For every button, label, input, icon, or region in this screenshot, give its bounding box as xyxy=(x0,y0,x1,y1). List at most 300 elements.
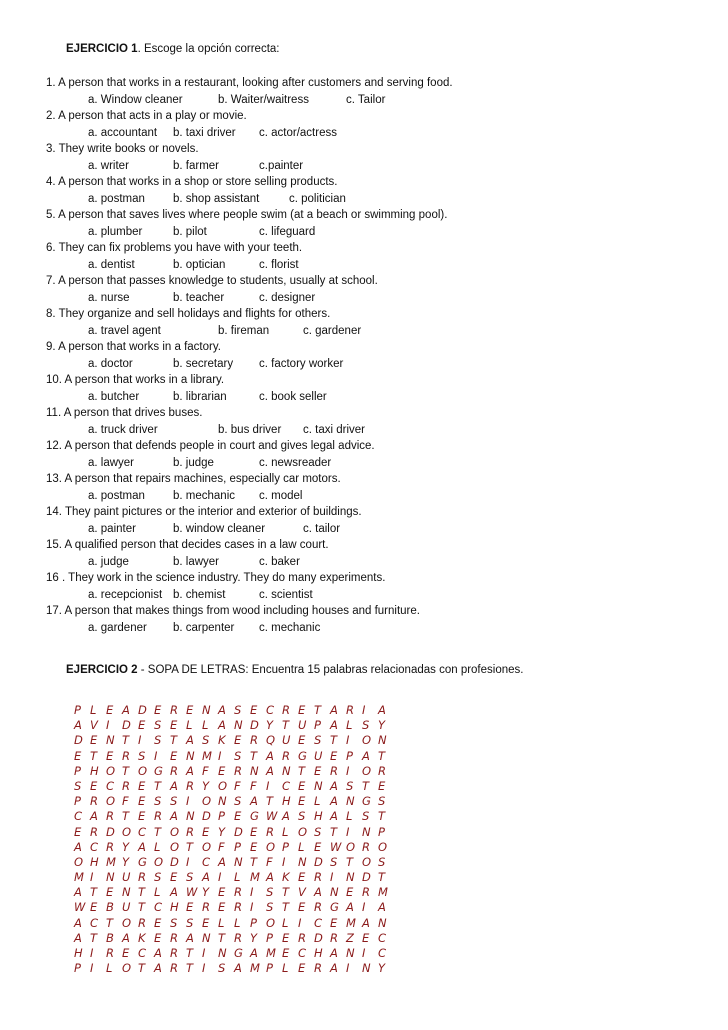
grid-letter: U xyxy=(282,733,291,748)
grid-letter: E xyxy=(74,824,82,839)
grid-letter: N xyxy=(330,885,339,900)
grid-letter: R xyxy=(122,748,130,763)
grid-letter: O xyxy=(346,839,356,854)
grid-letter: S xyxy=(234,794,242,809)
grid-letter: A xyxy=(330,961,338,976)
grid-letter: R xyxy=(138,915,146,930)
grid-letter: D xyxy=(314,854,323,869)
grid-letter: I xyxy=(90,870,94,885)
question-text: 8. They organize and sell holidays and flights for others. xyxy=(46,308,331,320)
grid-letter: R xyxy=(90,824,98,839)
grid-letter: O xyxy=(298,824,308,839)
grid-letter: H xyxy=(282,794,291,809)
grid-letter: R xyxy=(234,930,242,945)
grid-letter: L xyxy=(282,915,289,930)
grid-letter: E xyxy=(186,703,194,717)
grid-letter: Y xyxy=(122,854,130,869)
grid-letter: R xyxy=(170,930,178,945)
grid-letter: N xyxy=(106,870,115,885)
grid-letter: I xyxy=(202,946,206,960)
grid-letter: P xyxy=(378,824,385,839)
grid-letter: A xyxy=(378,900,386,915)
grid-row xyxy=(74,779,394,794)
grid-letter: L xyxy=(218,915,225,930)
grid-letter: I xyxy=(362,946,366,960)
grid-letter: I xyxy=(138,733,142,748)
grid-letter: A xyxy=(266,870,274,885)
grid-letter: S xyxy=(218,961,226,976)
question-text: 16 . They work in the science industry. They do many experiments. xyxy=(46,572,386,584)
grid-letter: L xyxy=(282,961,289,976)
grid-letter: T xyxy=(282,718,290,733)
grid-letter: R xyxy=(106,946,114,960)
grid-letter: N xyxy=(346,946,355,960)
question-options xyxy=(46,257,686,274)
question-options xyxy=(46,422,686,439)
grid-letter: E xyxy=(106,885,114,900)
grid-letter: N xyxy=(218,794,227,809)
grid-letter: R xyxy=(282,748,290,763)
grid-letter: R xyxy=(154,809,162,824)
question-text: 9. A person that works in a factory. xyxy=(46,341,221,353)
grid-letter: E xyxy=(154,703,162,717)
grid-letter: K xyxy=(282,870,290,885)
grid-letter: A xyxy=(250,946,258,960)
grid-letter: A xyxy=(154,946,162,960)
grid-letter: L xyxy=(202,718,209,733)
grid-letter: E xyxy=(378,778,386,793)
grid-letter: T xyxy=(154,778,162,793)
option-b: b. librarian xyxy=(173,390,227,403)
grid-letter: F xyxy=(122,794,129,809)
grid-row xyxy=(74,764,394,779)
grid-letter: I xyxy=(186,794,190,809)
grid-letter: R xyxy=(90,794,98,809)
grid-letter: C xyxy=(106,778,115,793)
grid-letter: L xyxy=(90,703,97,717)
grid-letter: V xyxy=(90,718,98,733)
grid-letter: O xyxy=(170,824,180,839)
option-a: a. plumber xyxy=(88,225,143,238)
grid-letter: S xyxy=(298,809,306,824)
question-options xyxy=(46,455,686,472)
grid-letter: P xyxy=(314,718,321,733)
question-options xyxy=(46,125,686,142)
grid-letter: I xyxy=(154,748,158,763)
question-options xyxy=(46,521,686,538)
grid-letter: A xyxy=(170,885,178,900)
grid-letter: C xyxy=(154,900,163,915)
grid-letter: T xyxy=(186,839,194,854)
option-b: b. window cleaner xyxy=(173,522,266,535)
grid-letter: A xyxy=(122,930,130,945)
grid-letter: M xyxy=(378,885,388,900)
exercise-2-title xyxy=(66,664,523,676)
grid-letter: A xyxy=(74,930,82,945)
grid-letter: W xyxy=(186,885,198,900)
grid-letter: E xyxy=(314,763,322,778)
grid-letter: L xyxy=(234,870,241,885)
grid-letter: O xyxy=(106,763,116,778)
exercise-1-label: EJERCICIO 1 xyxy=(66,43,138,55)
grid-letter: M xyxy=(74,870,84,885)
grid-letter: N xyxy=(186,809,195,824)
grid-letter: C xyxy=(138,946,147,960)
grid-letter: N xyxy=(250,763,259,778)
grid-letter: S xyxy=(154,870,162,885)
grid-letter: F xyxy=(202,763,209,778)
grid-letter: A xyxy=(330,718,338,733)
grid-letter: N xyxy=(314,778,323,793)
grid-letter: N xyxy=(202,930,211,945)
grid-letter: C xyxy=(90,915,99,930)
grid-letter: I xyxy=(346,961,350,976)
option-b: b. pilot xyxy=(173,225,207,238)
grid-letter: O xyxy=(170,839,180,854)
question-options xyxy=(46,587,686,604)
grid-letter: E xyxy=(218,885,226,900)
grid-letter: Y xyxy=(378,718,386,733)
grid-letter: U xyxy=(122,870,131,885)
option-b: b. lawyer xyxy=(173,555,220,568)
grid-letter: N xyxy=(298,854,307,869)
grid-letter: S xyxy=(234,703,242,717)
grid-letter: L xyxy=(314,794,321,809)
grid-letter: C xyxy=(378,946,387,960)
grid-letter: I xyxy=(218,748,222,763)
question-text: 14. They paint pictures or the interior and exterior of buildings. xyxy=(46,506,362,518)
grid-letter: M xyxy=(266,946,276,960)
grid-letter: N xyxy=(378,733,387,748)
grid-letter: C xyxy=(90,839,99,854)
grid-letter: E xyxy=(90,900,98,915)
grid-letter: I xyxy=(362,703,366,717)
option-a: a. recepcionist xyxy=(88,588,163,601)
grid-letter: A xyxy=(330,778,338,793)
grid-letter: O xyxy=(266,915,276,930)
grid-letter: S xyxy=(330,854,338,869)
question-options xyxy=(46,191,686,208)
grid-letter: S xyxy=(74,778,82,793)
grid-letter: A xyxy=(170,809,178,824)
grid-letter: A xyxy=(74,718,82,733)
grid-letter: E xyxy=(138,794,146,809)
option-a: a. lawyer xyxy=(88,456,135,469)
grid-letter: R xyxy=(314,900,322,915)
grid-letter: L xyxy=(234,915,241,930)
question-text: 7. A person that passes knowledge to students, usually at school. xyxy=(46,275,378,287)
grid-letter: E xyxy=(106,748,114,763)
grid-letter: R xyxy=(330,930,338,945)
grid-letter: D xyxy=(74,733,83,748)
grid-letter: A xyxy=(154,961,162,976)
grid-letter: M xyxy=(346,915,356,930)
grid-letter: I xyxy=(202,961,206,976)
grid-letter: T xyxy=(90,885,98,900)
option-c: c. tailor xyxy=(303,522,341,535)
grid-letter: Y xyxy=(122,839,130,854)
grid-letter: O xyxy=(106,794,116,809)
grid-letter: E xyxy=(186,900,194,915)
grid-row xyxy=(74,718,394,733)
grid-letter: S xyxy=(154,733,162,748)
option-a: a. painter xyxy=(88,522,136,535)
grid-letter: E xyxy=(298,794,306,809)
grid-letter: E xyxy=(138,809,146,824)
grid-letter: E xyxy=(250,824,258,839)
grid-letter: D xyxy=(170,854,179,869)
grid-letter: N xyxy=(346,870,355,885)
grid-letter: E xyxy=(170,870,178,885)
grid-letter: A xyxy=(74,839,82,854)
grid-letter: E xyxy=(298,778,306,793)
grid-letter: R xyxy=(106,809,114,824)
grid-letter: T xyxy=(314,703,322,717)
grid-letter: E xyxy=(154,915,162,930)
grid-letter: G xyxy=(298,748,307,763)
option-c: c. gardener xyxy=(303,324,362,337)
grid-letter: A xyxy=(122,703,130,717)
option-c: c. scientist xyxy=(259,588,313,601)
grid-letter: O xyxy=(266,839,276,854)
grid-letter: C xyxy=(202,854,211,869)
grid-letter: D xyxy=(250,718,259,733)
grid-letter: N xyxy=(378,915,387,930)
grid-row xyxy=(74,855,394,870)
grid-letter: T xyxy=(122,763,130,778)
grid-letter: I xyxy=(362,900,366,915)
grid-letter: P xyxy=(74,763,81,778)
question-options xyxy=(46,620,686,637)
grid-letter: N xyxy=(186,748,195,763)
grid-row xyxy=(74,946,394,961)
grid-letter: T xyxy=(122,733,130,748)
option-b: b. carpenter xyxy=(173,621,235,634)
grid-letter: G xyxy=(234,946,243,960)
grid-letter: T xyxy=(250,854,258,869)
grid-letter: I xyxy=(250,885,254,900)
grid-letter: Q xyxy=(266,733,276,748)
option-b: b. mechanic xyxy=(173,489,236,502)
grid-letter: Y xyxy=(202,885,210,900)
grid-letter: A xyxy=(346,900,354,915)
grid-letter: S xyxy=(202,733,210,748)
grid-letter: M xyxy=(250,961,260,976)
grid-letter: S xyxy=(378,854,386,869)
grid-letter: E xyxy=(314,839,322,854)
grid-letter: D xyxy=(122,718,131,733)
grid-letter: P xyxy=(218,809,225,824)
exercise-1-instruction: . Escoge la opción correcta: xyxy=(137,43,280,55)
grid-letter: S xyxy=(186,870,194,885)
question-options xyxy=(46,290,686,307)
grid-letter: S xyxy=(378,794,386,809)
grid-letter: A xyxy=(234,961,242,976)
grid-letter: N xyxy=(282,763,291,778)
grid-row xyxy=(74,900,394,915)
option-c: c. actor/actress xyxy=(259,126,337,139)
grid-letter: T xyxy=(90,748,98,763)
grid-letter: E xyxy=(298,703,306,717)
grid-letter: I xyxy=(330,870,334,885)
grid-letter: E xyxy=(362,930,370,945)
grid-letter: T xyxy=(282,900,290,915)
grid-letter: H xyxy=(314,946,323,960)
grid-letter: A xyxy=(266,748,274,763)
grid-letter: P xyxy=(266,961,273,976)
grid-letter: L xyxy=(346,718,353,733)
grid-letter: E xyxy=(250,703,258,717)
grid-letter: R xyxy=(202,900,210,915)
grid-letter: A xyxy=(138,839,146,854)
grid-letter: O xyxy=(378,839,388,854)
grid-letter: A xyxy=(330,703,338,717)
grid-letter: P xyxy=(266,930,273,945)
grid-letter: U xyxy=(314,748,323,763)
option-b: b. farmer xyxy=(173,159,220,172)
grid-letter: S xyxy=(266,885,274,900)
grid-letter: H xyxy=(90,854,99,869)
grid-letter: I xyxy=(90,946,94,960)
question-options xyxy=(46,554,686,571)
grid-letter: R xyxy=(378,763,386,778)
grid-letter: M xyxy=(202,748,212,763)
option-c: c. model xyxy=(259,489,303,502)
grid-letter: E xyxy=(218,900,226,915)
grid-letter: A xyxy=(186,763,194,778)
grid-letter: Y xyxy=(202,778,210,793)
grid-letter: I xyxy=(186,854,190,869)
grid-letter: L xyxy=(346,809,353,824)
grid-letter: C xyxy=(298,946,307,960)
exercise-2-instruction: - SOPA DE LETRAS: Encuentra 15 palabras relacionadas con profesiones. xyxy=(137,664,524,676)
grid-letter: A xyxy=(90,809,98,824)
exercise-2-label: EJERCICIO 2 xyxy=(66,664,138,676)
grid-letter: T xyxy=(330,824,338,839)
option-b: b. teacher xyxy=(173,291,225,304)
question-options xyxy=(46,356,686,373)
grid-row xyxy=(74,733,394,748)
grid-letter: E xyxy=(282,946,290,960)
grid-letter: E xyxy=(330,915,338,930)
grid-letter: L xyxy=(282,824,289,839)
grid-row xyxy=(74,870,394,885)
question-text: 13. A person that repairs machines, especially car motors. xyxy=(46,473,341,485)
grid-letter: T xyxy=(346,854,354,869)
grid-letter: T xyxy=(362,778,370,793)
grid-letter: H xyxy=(314,809,323,824)
grid-letter: S xyxy=(154,794,162,809)
grid-letter: M xyxy=(106,854,116,869)
question-text: 11. A person that drives buses. xyxy=(46,407,203,419)
grid-letter: E xyxy=(250,839,258,854)
grid-letter: A xyxy=(330,794,338,809)
grid-letter: R xyxy=(298,930,306,945)
grid-letter: E xyxy=(298,733,306,748)
grid-letter: R xyxy=(266,824,274,839)
grid-letter: F xyxy=(218,839,225,854)
option-c: c. book seller xyxy=(259,390,327,403)
grid-letter: O xyxy=(122,961,132,976)
option-c: c. Tailor xyxy=(346,93,386,106)
grid-letter: F xyxy=(266,854,273,869)
option-a: a. doctor xyxy=(88,357,133,370)
grid-letter: N xyxy=(234,854,243,869)
grid-letter: P xyxy=(282,839,289,854)
grid-letter: E xyxy=(170,748,178,763)
grid-letter: I xyxy=(346,763,350,778)
grid-letter: O xyxy=(202,839,212,854)
grid-letter: C xyxy=(378,930,387,945)
grid-letter: S xyxy=(170,794,178,809)
grid-letter: R xyxy=(186,824,194,839)
grid-letter: T xyxy=(378,809,386,824)
option-c: c. designer xyxy=(259,291,316,304)
option-c: c. lifeguard xyxy=(259,225,316,238)
grid-letter: O xyxy=(138,763,148,778)
grid-letter: V xyxy=(298,885,306,900)
grid-letter: C xyxy=(314,915,323,930)
grid-letter: R xyxy=(330,763,338,778)
grid-letter: G xyxy=(138,854,147,869)
grid-row xyxy=(74,885,394,900)
grid-letter: A xyxy=(74,885,82,900)
grid-letter: R xyxy=(234,900,242,915)
grid-row xyxy=(74,961,394,976)
grid-letter: L xyxy=(186,718,193,733)
grid-letter: T xyxy=(170,733,178,748)
option-a: a. gardener xyxy=(88,621,147,634)
grid-letter: E xyxy=(154,930,162,945)
grid-letter: D xyxy=(138,703,147,717)
option-c: c. baker xyxy=(259,555,300,568)
grid-letter: T xyxy=(282,885,290,900)
question-options xyxy=(46,389,686,406)
grid-letter: S xyxy=(362,718,370,733)
option-b: b. secretary xyxy=(173,357,234,370)
option-b: b. judge xyxy=(173,456,214,469)
question-text: 10. A person that works in a library. xyxy=(46,374,225,386)
option-c: c. factory worker xyxy=(259,357,344,370)
question-options xyxy=(46,158,686,175)
grid-letter: D xyxy=(314,930,323,945)
grid-letter: C xyxy=(138,824,147,839)
grid-letter: I xyxy=(218,870,222,885)
question-list xyxy=(46,75,686,636)
option-c: c. taxi driver xyxy=(303,423,365,436)
grid-letter: I xyxy=(90,961,94,976)
grid-letter: W xyxy=(74,900,86,915)
option-a: a. travel agent xyxy=(88,324,161,337)
grid-letter: O xyxy=(122,915,132,930)
grid-letter: S xyxy=(314,733,322,748)
grid-letter: T xyxy=(186,961,194,976)
grid-letter: R xyxy=(314,961,322,976)
grid-letter: N xyxy=(234,718,243,733)
grid-letter: I xyxy=(106,718,110,733)
grid-letter: F xyxy=(234,778,241,793)
option-a: a. writer xyxy=(88,159,129,172)
option-a: a. accountant xyxy=(88,126,158,139)
grid-row xyxy=(74,916,394,931)
grid-letter: E xyxy=(298,900,306,915)
word-search-grid xyxy=(74,703,394,976)
grid-letter: W xyxy=(330,839,342,854)
grid-letter: F xyxy=(250,778,257,793)
grid-letter: O xyxy=(74,854,84,869)
grid-letter: E xyxy=(74,748,82,763)
grid-letter: P xyxy=(346,748,353,763)
